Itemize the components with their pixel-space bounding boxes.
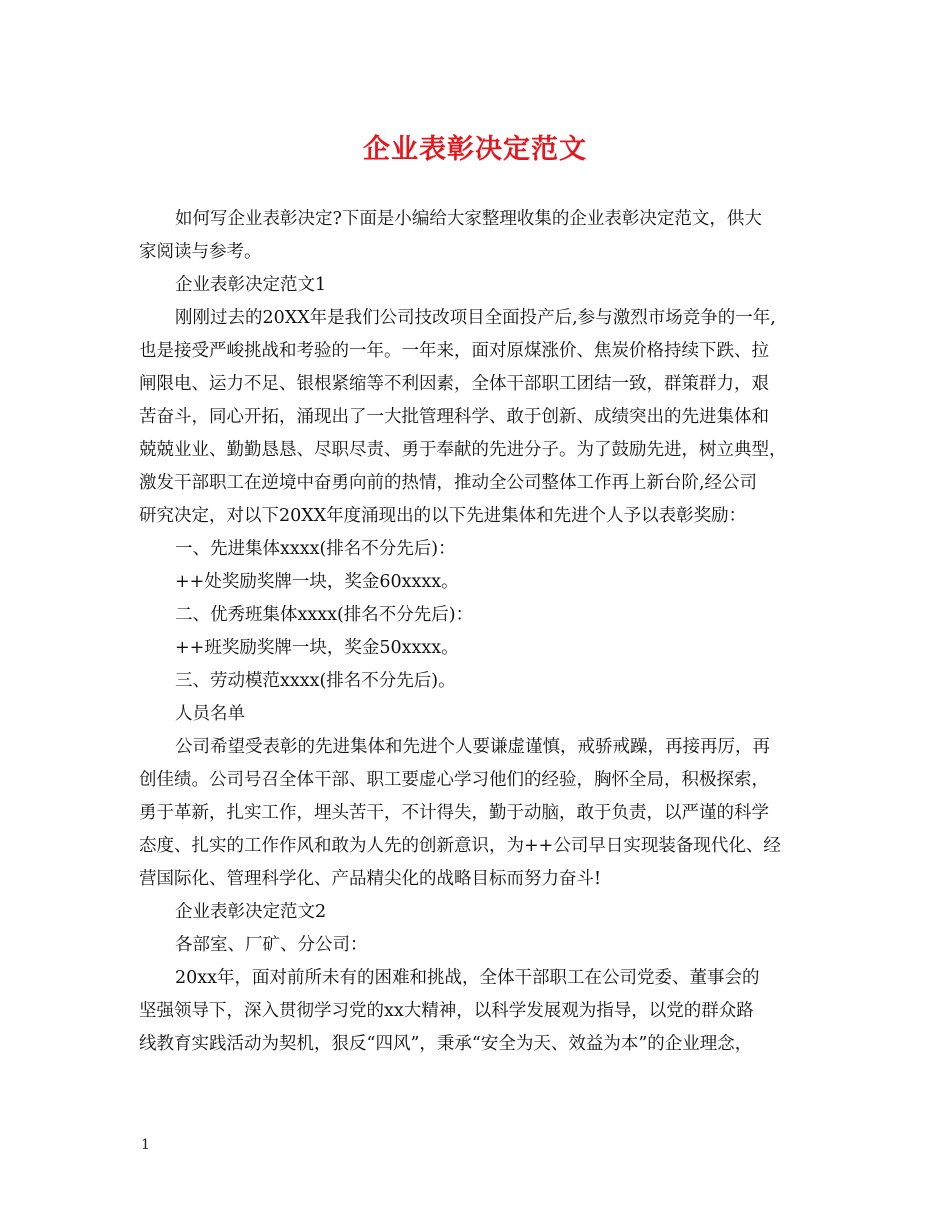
text-line: 人员名单 bbox=[175, 704, 245, 724]
text-line: 企业表彰决定范文2 bbox=[175, 902, 327, 922]
text-line: 各部室、厂矿、分公司： bbox=[175, 935, 368, 955]
text-line: 刚刚过去的20XX年是我们公司技改项目全面投产后,参与激烈市场竞争的一年, bbox=[175, 308, 776, 328]
text-line: 公司希望受表彰的先进集体和先进个人要谦虚谨慎，戒骄戒躁，再接再厉，再 bbox=[175, 737, 770, 757]
document-title: 企业表彰决定范文 bbox=[363, 134, 587, 165]
text-line: 一、先进集体xxxx(排名不分先后)： bbox=[175, 539, 456, 559]
text-line: 20xx年，面对前所未有的困难和挑战，全体干部职工在公司党委、董事会的 bbox=[175, 968, 760, 988]
text-line: 态度、扎实的工作作风和敢为人先的创新意识，为++公司早日实现装备现代化、经 bbox=[139, 836, 781, 856]
text-line: 创佳绩。公司号召全体干部、职工要虚心学习他们的经验，胸怀全局，积极探索， bbox=[139, 770, 769, 790]
text-line: 企业表彰决定范文1 bbox=[175, 275, 327, 295]
text-line: 也是接受严峻挑战和考验的一年。一年来，面对原煤涨价、焦炭价格持续下跌、拉 bbox=[139, 341, 769, 361]
text-line: 家阅读与参考。 bbox=[139, 242, 262, 262]
text-line: 如何写企业表彰决定?下面是小编给大家整理收集的企业表彰决定范文，供大 bbox=[175, 209, 762, 229]
document-body bbox=[139, 203, 815, 1061]
text-line: 苦奋斗，同心开拓，涌现出了一大批管理科学、敢于创新、成绩突出的先进集体和 bbox=[139, 407, 769, 427]
text-line: 二、优秀班集体xxxx(排名不分先后)： bbox=[175, 605, 474, 625]
text-line: 线教育实践活动为契机，狠反“四风”，秉承“安全为天、效益为本”的企业理念， bbox=[139, 1034, 753, 1054]
page-number: 1 bbox=[141, 1137, 150, 1153]
text-line: 激发干部职工在逆境中奋勇向前的热情，推动全公司整体工作再上新台阶,经公司 bbox=[139, 473, 758, 493]
text-line: 三、劳动模范xxxx(排名不分先后)。 bbox=[175, 671, 456, 691]
text-line: ++处奖励奖牌一块，奖金60xxxx。 bbox=[175, 572, 459, 592]
text-line: 研究决定，对以下20XX年度涌现出的以下先进集体和先进个人予以表彰奖励： bbox=[139, 506, 747, 526]
text-line: 闸限电、运力不足、银根紧缩等不利因素，全体干部职工团结一致，群策群力，艰 bbox=[139, 374, 769, 394]
text-line: 兢兢业业、勤勤恳恳、尽职尽责、勇于奉献的先进分子。为了鼓励先进，树立典型， bbox=[139, 440, 787, 460]
text-line: 营国际化、管理科学化、产品精尖化的战略目标而努力奋斗! bbox=[139, 869, 602, 889]
text-line: 勇于革新，扎实工作，埋头苦干，不计得失，勤于动脑，敢于负责，以严谨的科学 bbox=[139, 803, 769, 823]
text-line: 坚强领导下，深入贯彻学习党的xx大精神，以科学发展观为指导，以党的群众路 bbox=[139, 1001, 754, 1021]
text-line: ++班奖励奖牌一块，奖金50xxxx。 bbox=[175, 638, 459, 658]
